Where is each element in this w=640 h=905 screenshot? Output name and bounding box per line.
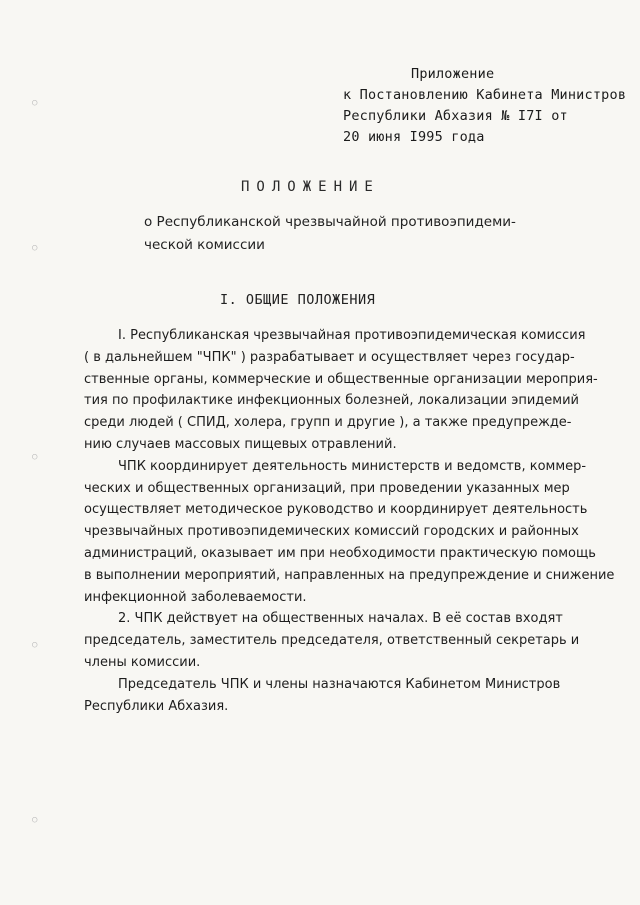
section-body	[84, 325, 614, 717]
text-line: ( в дальнейшем "ЧПК" ) разрабатывает и осуществляет через государ-	[84, 349, 575, 365]
text-line: Республики Абхазия.	[84, 698, 229, 714]
paragraph	[84, 325, 614, 456]
text-line: среди людей ( СПИД, холера, групп и другие ), а также предупрежде-	[84, 415, 572, 431]
text-line: ЧПК координирует деятельность министерств и ведомств, коммер-	[118, 458, 587, 474]
text-line: члены комиссии.	[84, 654, 201, 670]
appendix-label: Приложение	[411, 66, 495, 82]
margin-mark: ○	[32, 640, 38, 650]
text-line: нию случаев массовых пищевых отравлений.	[84, 436, 397, 452]
text-line: I. Республиканская чрезвычайная противоэпидемическая комиссия	[118, 328, 586, 343]
text-line: инфекционной заболеваемости.	[84, 589, 307, 605]
paragraph	[84, 608, 614, 673]
text-line: 2. ЧПК действует на общественных началах. В её состав входят	[118, 611, 563, 627]
text-line: Председатель ЧПК и члены назначаются Кабинетом Министров	[118, 676, 561, 692]
section-heading: I. ОБЩИЕ ПОЛОЖЕНИЯ	[220, 292, 376, 308]
text-line: осуществляет методическое руководство и координирует деятельность	[84, 502, 588, 518]
resolution-date: 20 июня I995 года	[343, 129, 485, 145]
text-line: председатель, заместитель председателя, ответственный секретарь и	[84, 633, 580, 649]
text-line: тия по профилактике инфекционных болезней, локализации эпидемий	[84, 393, 579, 409]
margin-mark: ○	[32, 98, 38, 108]
margin-mark: ○	[32, 452, 38, 462]
subtitle-line: ческой комиссии	[144, 237, 265, 253]
text-line: администраций, оказывает им при необходимости практическую помощь	[84, 545, 596, 561]
text-line: ческих и общественных организаций, при проведении указанных мер	[84, 480, 570, 496]
text-line: ственные органы, коммерческие и общественные организации мероприя-	[84, 371, 598, 387]
subtitle-line: о Республиканской чрезвычайной противоэпидеми-	[144, 214, 516, 230]
text-line: чрезвычайных противоэпидемических комиссий городских и районных	[84, 524, 579, 540]
appendix-header	[343, 64, 626, 148]
text-line: в выполнении мероприятий, направленных на предупреждение и снижение	[84, 567, 615, 583]
document-subtitle	[144, 211, 516, 257]
paragraph	[84, 456, 614, 609]
resolution-reference: к Постановлению Кабинета Министров	[343, 87, 627, 103]
paragraph	[84, 674, 614, 718]
margin-mark: ○	[32, 815, 38, 825]
republic-number: Республики Абхазия № I7I от	[343, 108, 568, 124]
document-title: ПОЛОЖЕНИЕ	[241, 179, 380, 195]
margin-mark: ○	[32, 243, 38, 253]
